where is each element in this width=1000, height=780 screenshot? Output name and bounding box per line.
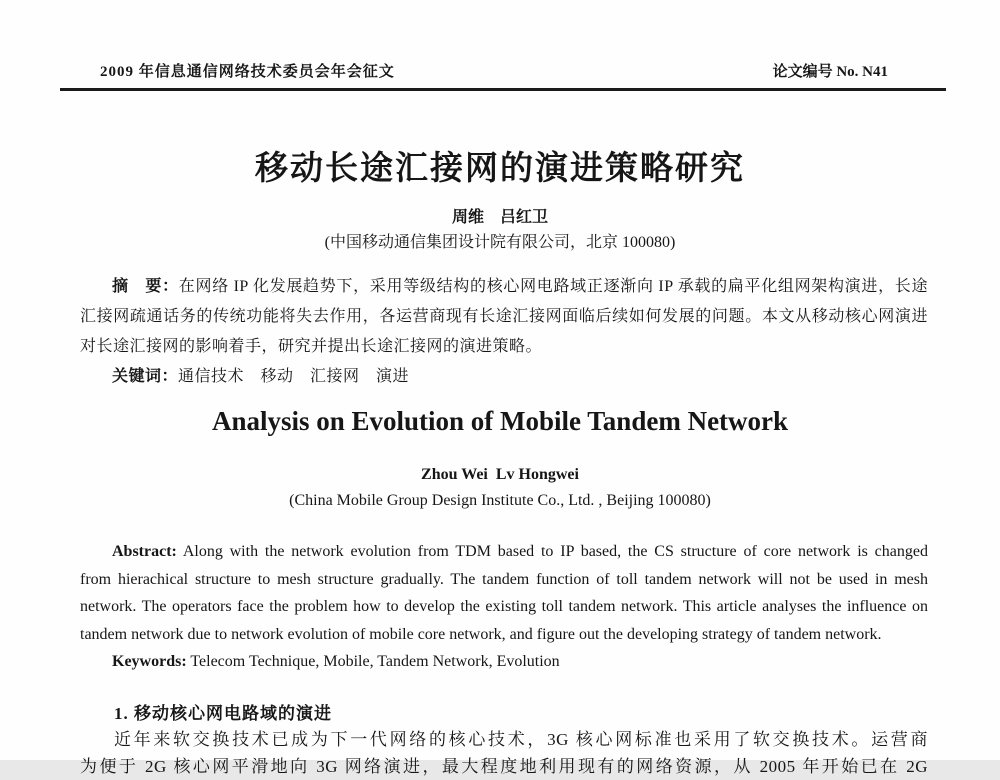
page-header-left: 2009 年信息通信网络技术委员会年会征文: [100, 64, 395, 80]
abstract-en-line: network. The operators face the problem how to develop the existing toll tandem network. This article analyses the influence on: [80, 598, 928, 616]
authors-zh: 周维 吕红卫: [451, 209, 548, 226]
abstract-en-line: tandem network due to network evolution of mobile core network, and figure out the developing strategy of tandem network.: [80, 625, 882, 643]
authors-en: Zhou Wei Lv Hongwei: [421, 466, 579, 483]
keywords-zh: [80, 362, 928, 392]
keywords-zh-label: 关键词：: [112, 368, 179, 385]
abstract-zh: [80, 272, 928, 392]
abstract-en: [80, 538, 928, 676]
header-divider: [60, 88, 946, 91]
abstract-en-line: [80, 538, 928, 566]
section-1-body-line-clipped: 为便于 2G 核心网平滑地向 3G 网络演进，最大程度地利用现有的网络资源，从 2005 年开始已在 2G: [80, 757, 928, 776]
section-1-body: [80, 726, 928, 780]
abstract-en-line: from hierachical structure to mesh structure gradually. The tandem function of toll tandem network will not be used in mesh: [80, 570, 928, 588]
keywords-zh-text: 通信技术 移动 汇接网 演进: [178, 368, 410, 385]
paper-title-zh: 移动长途汇接网的演进策略研究: [255, 151, 745, 187]
abstract-en-label: Abstract:: [112, 543, 177, 560]
section-1-body-line: 近年来软交换技术已成为下一代网络的核心技术，3G 核心网标准也采用了软交换技术。运营商: [114, 730, 928, 749]
abstract-zh-line: 对长途汇接网的影响着手，研究并提出长途汇接网的演进策略。: [80, 338, 543, 355]
abstract-zh-label: 摘 要：: [112, 278, 179, 295]
abstract-zh-line: [80, 272, 928, 302]
abstract-zh-text: 在网络 IP 化发展趋势下，采用等级结构的核心网电路域正逐渐向 IP 承载的扁平化组网架构演进，长途: [178, 278, 928, 295]
keywords-en-text: Telecom Technique, Mobile, Tandem Network, Evolution: [190, 653, 560, 671]
keywords-en: [80, 648, 928, 676]
section-1-heading: 1. 移动核心网电路域的演进: [114, 704, 332, 723]
page-header-right: 论文编号 No. N41: [772, 64, 888, 80]
affiliation-en: (China Mobile Group Design Institute Co., Ltd. , Beijing 100080): [289, 492, 711, 509]
affiliation-zh: (中国移动通信集团设计院有限公司，北京 100080): [324, 234, 676, 251]
abstract-en-text: Along with the network evolution from TDM based to IP based, the CS structure of core network is changed: [182, 543, 928, 560]
abstract-zh-line: 汇接网疏通话务的传统功能将失去作用，各运营商现有长途汇接网面临后续如何发展的问题。本文从移动核心网演进: [80, 308, 928, 325]
keywords-en-label: Keywords:: [112, 653, 187, 671]
paper-title-en: Analysis on Evolution of Mobile Tandem Network: [211, 406, 789, 436]
